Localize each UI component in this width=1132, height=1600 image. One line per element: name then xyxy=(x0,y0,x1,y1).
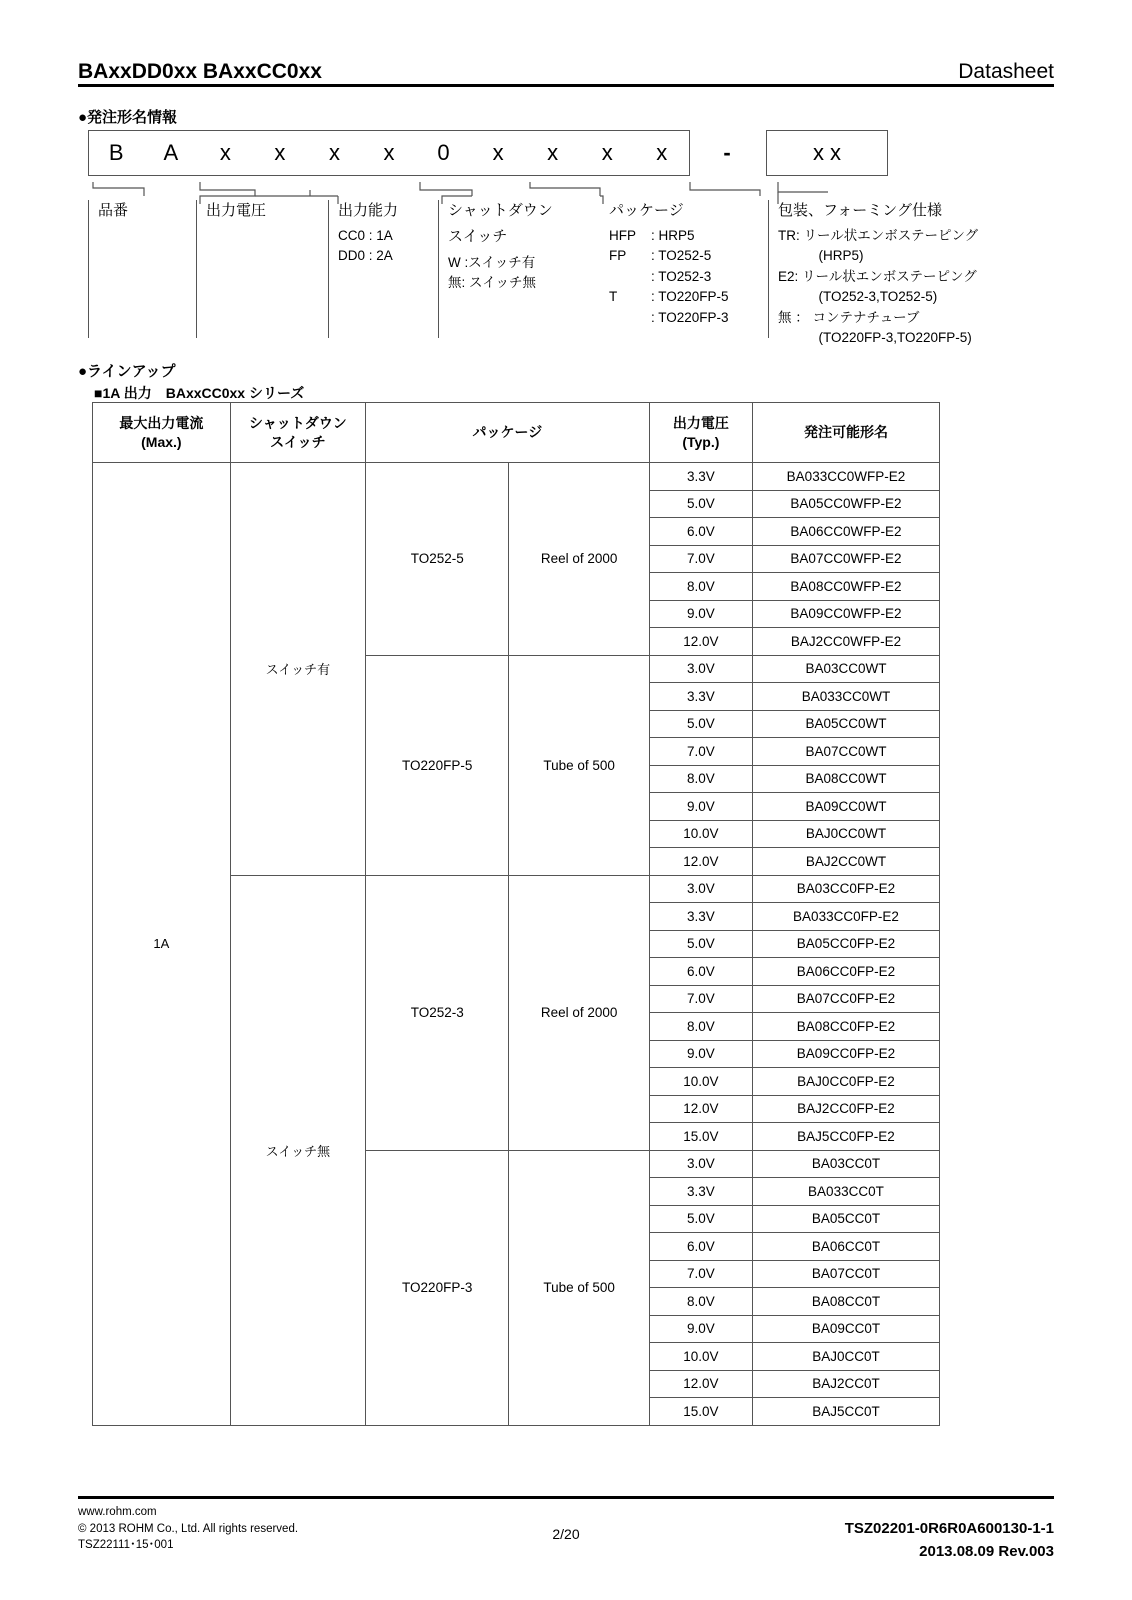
header-max-current-sub: (Max.) xyxy=(141,433,182,450)
legend-pair-key xyxy=(609,308,651,329)
cell-voltage: 8.0V xyxy=(649,765,752,793)
cell-part-number: BA07CC0WFP-E2 xyxy=(752,545,939,573)
pn-char: B xyxy=(108,140,124,165)
cell-part-number: BA09CC0T xyxy=(752,1315,939,1343)
cell-part-number: BA09CC0WFP-E2 xyxy=(752,600,939,628)
cell-voltage: 12.0V xyxy=(649,628,752,656)
cell-voltage: 7.0V xyxy=(649,738,752,766)
cell-voltage: 7.0V xyxy=(649,545,752,573)
cell-voltage: 7.0V xyxy=(649,985,752,1013)
legend-col-hinban xyxy=(88,200,196,338)
pn-char: x xyxy=(383,140,395,165)
legend-pair-key: HFP xyxy=(609,227,636,243)
cell-part-number: BA06CC0WFP-E2 xyxy=(752,518,939,546)
legend-pair xyxy=(609,246,752,267)
legend-line: DD0 : 2A xyxy=(338,248,393,264)
legend-pair-key: T xyxy=(609,289,618,305)
cell-part-number: BA03CC0FP-E2 xyxy=(752,875,939,903)
cell-voltage: 15.0V xyxy=(649,1398,752,1426)
pn-suffix-char: x xyxy=(813,140,824,165)
footer-page-number: 2/20 xyxy=(552,1526,580,1542)
cell-quantity: Reel of 2000 xyxy=(509,463,649,656)
cell-part-number: BA033CC0WT xyxy=(752,683,939,711)
cell-voltage: 5.0V xyxy=(649,930,752,958)
cell-voltage: 9.0V xyxy=(649,1040,752,1068)
cell-part-number: BAJ0CC0T xyxy=(752,1343,939,1371)
footer-divider xyxy=(78,1496,1054,1499)
cell-voltage: 3.0V xyxy=(649,655,752,683)
legend-pair xyxy=(609,287,752,308)
pn-suffix-char: x xyxy=(830,140,841,165)
cell-part-number: BAJ5CC0T xyxy=(752,1398,939,1426)
ordering-info-heading: ●発注形名情報 xyxy=(78,109,178,126)
cell-voltage: 9.0V xyxy=(649,793,752,821)
cell-voltage: 10.0V xyxy=(649,1343,752,1371)
cell-voltage: 6.0V xyxy=(649,1233,752,1261)
footer-right-block xyxy=(845,1518,1054,1563)
cell-voltage: 10.0V xyxy=(649,1068,752,1096)
cell-voltage: 6.0V xyxy=(649,958,752,986)
header-output-voltage-sub: (Typ.) xyxy=(682,433,720,450)
pn-char: x xyxy=(601,140,613,165)
cell-part-number: BAJ2CC0WT xyxy=(752,848,939,876)
cell-voltage: 9.0V xyxy=(649,1315,752,1343)
cell-voltage: 8.0V xyxy=(649,1013,752,1041)
cell-part-number: BA03CC0T xyxy=(752,1150,939,1178)
cell-part-number: BAJ2CC0FP-E2 xyxy=(752,1095,939,1123)
cell-voltage: 12.0V xyxy=(649,1370,752,1398)
lineup-subheading: ■1A 出力 BAxxCC0xx シリーズ xyxy=(94,385,305,401)
pn-char: x xyxy=(492,140,504,165)
cell-quantity: Reel of 2000 xyxy=(509,875,649,1150)
legend-pair-key: FP xyxy=(609,248,627,264)
legend-line: (TO252-3,TO252-5) xyxy=(778,289,938,305)
legend-pair-key xyxy=(609,267,651,288)
cell-quantity: Tube of 500 xyxy=(509,655,649,875)
cell-voltage: 12.0V xyxy=(649,1095,752,1123)
legend-pair-value: : TO220FP-5 xyxy=(651,289,729,305)
cell-voltage: 5.0V xyxy=(649,490,752,518)
header-output-voltage xyxy=(649,403,752,463)
header-max-current-main: 最大出力電流 xyxy=(119,415,204,432)
legend-line: W :スイッチ有 xyxy=(448,254,536,270)
legend-line: CC0 : 1A xyxy=(338,227,393,243)
cell-voltage: 3.3V xyxy=(649,1178,752,1206)
legend-title: 出力能力 xyxy=(338,202,399,219)
cell-part-number: BAJ0CC0WT xyxy=(752,820,939,848)
cell-part-number: BA08CC0WT xyxy=(752,765,939,793)
cell-quantity: Tube of 500 xyxy=(509,1150,649,1425)
cell-part-number: BAJ2CC0T xyxy=(752,1370,939,1398)
cell-voltage: 3.0V xyxy=(649,875,752,903)
cell-package: TO252-5 xyxy=(365,463,509,656)
legend-title: シャットダウン xyxy=(448,202,553,219)
cell-part-number: BA05CC0WT xyxy=(752,710,939,738)
cell-package: TO252-3 xyxy=(365,875,509,1150)
lineup-heading: ●ラインアップ xyxy=(78,363,176,380)
cell-voltage: 10.0V xyxy=(649,820,752,848)
legend-line: (HRP5) xyxy=(778,248,864,264)
footer-website[interactable]: www.rohm.com xyxy=(78,1506,157,1518)
cell-part-number: BA05CC0FP-E2 xyxy=(752,930,939,958)
legend-title-line2: スイッチ xyxy=(448,227,508,245)
cell-switch-group: スイッチ無 xyxy=(230,875,365,1425)
legend-col-shutdown-switch xyxy=(438,200,588,338)
pn-char: x xyxy=(274,140,286,165)
cell-part-number: BA06CC0FP-E2 xyxy=(752,958,939,986)
cell-part-number: BA05CC0T xyxy=(752,1205,939,1233)
header-package: パッケージ xyxy=(365,403,649,463)
cell-part-number: BA07CC0FP-E2 xyxy=(752,985,939,1013)
pn-char: x xyxy=(547,140,559,165)
legend-pair xyxy=(609,226,752,247)
cell-part-number: BA09CC0WT xyxy=(752,793,939,821)
cell-package: TO220FP-3 xyxy=(365,1150,509,1425)
legend-col-package xyxy=(600,200,752,338)
cell-part-number: BA033CC0WFP-E2 xyxy=(752,463,939,491)
table-row xyxy=(93,463,940,491)
cell-package: TO220FP-5 xyxy=(365,655,509,875)
cell-voltage: 6.0V xyxy=(649,518,752,546)
footer-copyright: © 2013 ROHM Co., Ltd. All rights reserved. xyxy=(78,1522,299,1535)
legend-pair-value: : TO252-3 xyxy=(651,268,712,284)
header-max-current xyxy=(93,403,231,463)
legend-pair xyxy=(609,267,752,288)
cell-voltage: 3.3V xyxy=(649,463,752,491)
legend-pair-value: : TO252-5 xyxy=(651,248,712,264)
leader-lines xyxy=(0,0,1132,230)
legend-col-packing-forming xyxy=(768,200,1058,346)
header-output-voltage-main: 出力電圧 xyxy=(672,415,729,432)
cell-voltage: 5.0V xyxy=(649,1205,752,1233)
cell-voltage: 15.0V xyxy=(649,1123,752,1151)
part-number-separator: - xyxy=(723,140,731,165)
header-shutdown-switch-sub: スイッチ xyxy=(270,433,326,450)
legend-title: 品番 xyxy=(98,202,129,219)
legend-line: (TO220FP-3,TO220FP-5) xyxy=(778,330,972,346)
pn-char: x xyxy=(328,140,340,165)
cell-part-number: BA033CC0T xyxy=(752,1178,939,1206)
cell-part-number: BA05CC0WFP-E2 xyxy=(752,490,939,518)
cell-max-current: 1A xyxy=(93,463,231,1426)
legend-title: 包装、フォーミング仕様 xyxy=(778,202,942,219)
page-footer xyxy=(78,1504,1054,1574)
pn-char: x xyxy=(656,140,668,165)
cell-part-number: BAJ5CC0FP-E2 xyxy=(752,1123,939,1151)
header-shutdown-switch-main: シャットダウン xyxy=(248,415,347,432)
cell-part-number: BA07CC0T xyxy=(752,1260,939,1288)
footer-reference-code: TSZ02201-0R6R0A600130-1-1 xyxy=(844,1520,1054,1537)
footer-doc-code: TSZ22111･15･001 xyxy=(78,1539,174,1552)
legend-pair-value: : HRP5 xyxy=(651,227,695,243)
cell-voltage: 3.3V xyxy=(649,903,752,931)
cell-part-number: BA09CC0FP-E2 xyxy=(752,1040,939,1068)
cell-voltage: 3.3V xyxy=(649,683,752,711)
cell-voltage: 8.0V xyxy=(649,573,752,601)
pn-char: x xyxy=(219,140,231,165)
cell-part-number: BA08CC0FP-E2 xyxy=(752,1013,939,1041)
cell-part-number: BA033CC0FP-E2 xyxy=(752,903,939,931)
legend-line: 無 ： コンテナチューブ xyxy=(778,309,920,325)
header-product-title: BAxxDD0xx BAxxCC0xx xyxy=(78,60,322,83)
legend-line: TR: リール状エンボステーピング xyxy=(778,227,979,243)
cell-voltage: 12.0V xyxy=(649,848,752,876)
cell-voltage: 5.0V xyxy=(649,710,752,738)
legend-col-output-voltage xyxy=(196,200,316,338)
cell-part-number: BA03CC0WT xyxy=(752,655,939,683)
cell-part-number: BA07CC0WT xyxy=(752,738,939,766)
header-shutdown-switch xyxy=(230,403,365,463)
cell-voltage: 3.0V xyxy=(649,1150,752,1178)
footer-revision: 2013.08.09 Rev.003 xyxy=(919,1542,1054,1560)
header-doc-type: Datasheet xyxy=(958,60,1054,83)
lineup-table xyxy=(92,402,940,1426)
legend-col-output-capability xyxy=(328,200,432,338)
cell-switch-group: スイッチ有 xyxy=(230,463,365,876)
cell-voltage: 8.0V xyxy=(649,1288,752,1316)
cell-voltage: 7.0V xyxy=(649,1260,752,1288)
legend-line: 無: スイッチ無 xyxy=(448,275,536,291)
cell-part-number: BA06CC0T xyxy=(752,1233,939,1261)
legend-title: パッケージ xyxy=(609,202,684,219)
header-part-name: 発注可能形名 xyxy=(752,403,939,463)
table-header-row xyxy=(93,403,940,463)
cell-part-number: BAJ0CC0FP-E2 xyxy=(752,1068,939,1096)
cell-part-number: BA08CC0T xyxy=(752,1288,939,1316)
legend-pair-value: : TO220FP-3 xyxy=(651,309,729,325)
pn-char: A xyxy=(163,140,179,165)
legend-pair xyxy=(609,308,752,329)
cell-voltage: 9.0V xyxy=(649,600,752,628)
pn-char: 0 xyxy=(437,140,450,165)
legend-line: E2: リール状エンボステーピング xyxy=(778,268,977,284)
cell-part-number: BAJ2CC0WFP-E2 xyxy=(752,628,939,656)
cell-part-number: BA08CC0WFP-E2 xyxy=(752,573,939,601)
legend-title: 出力電圧 xyxy=(206,202,267,219)
